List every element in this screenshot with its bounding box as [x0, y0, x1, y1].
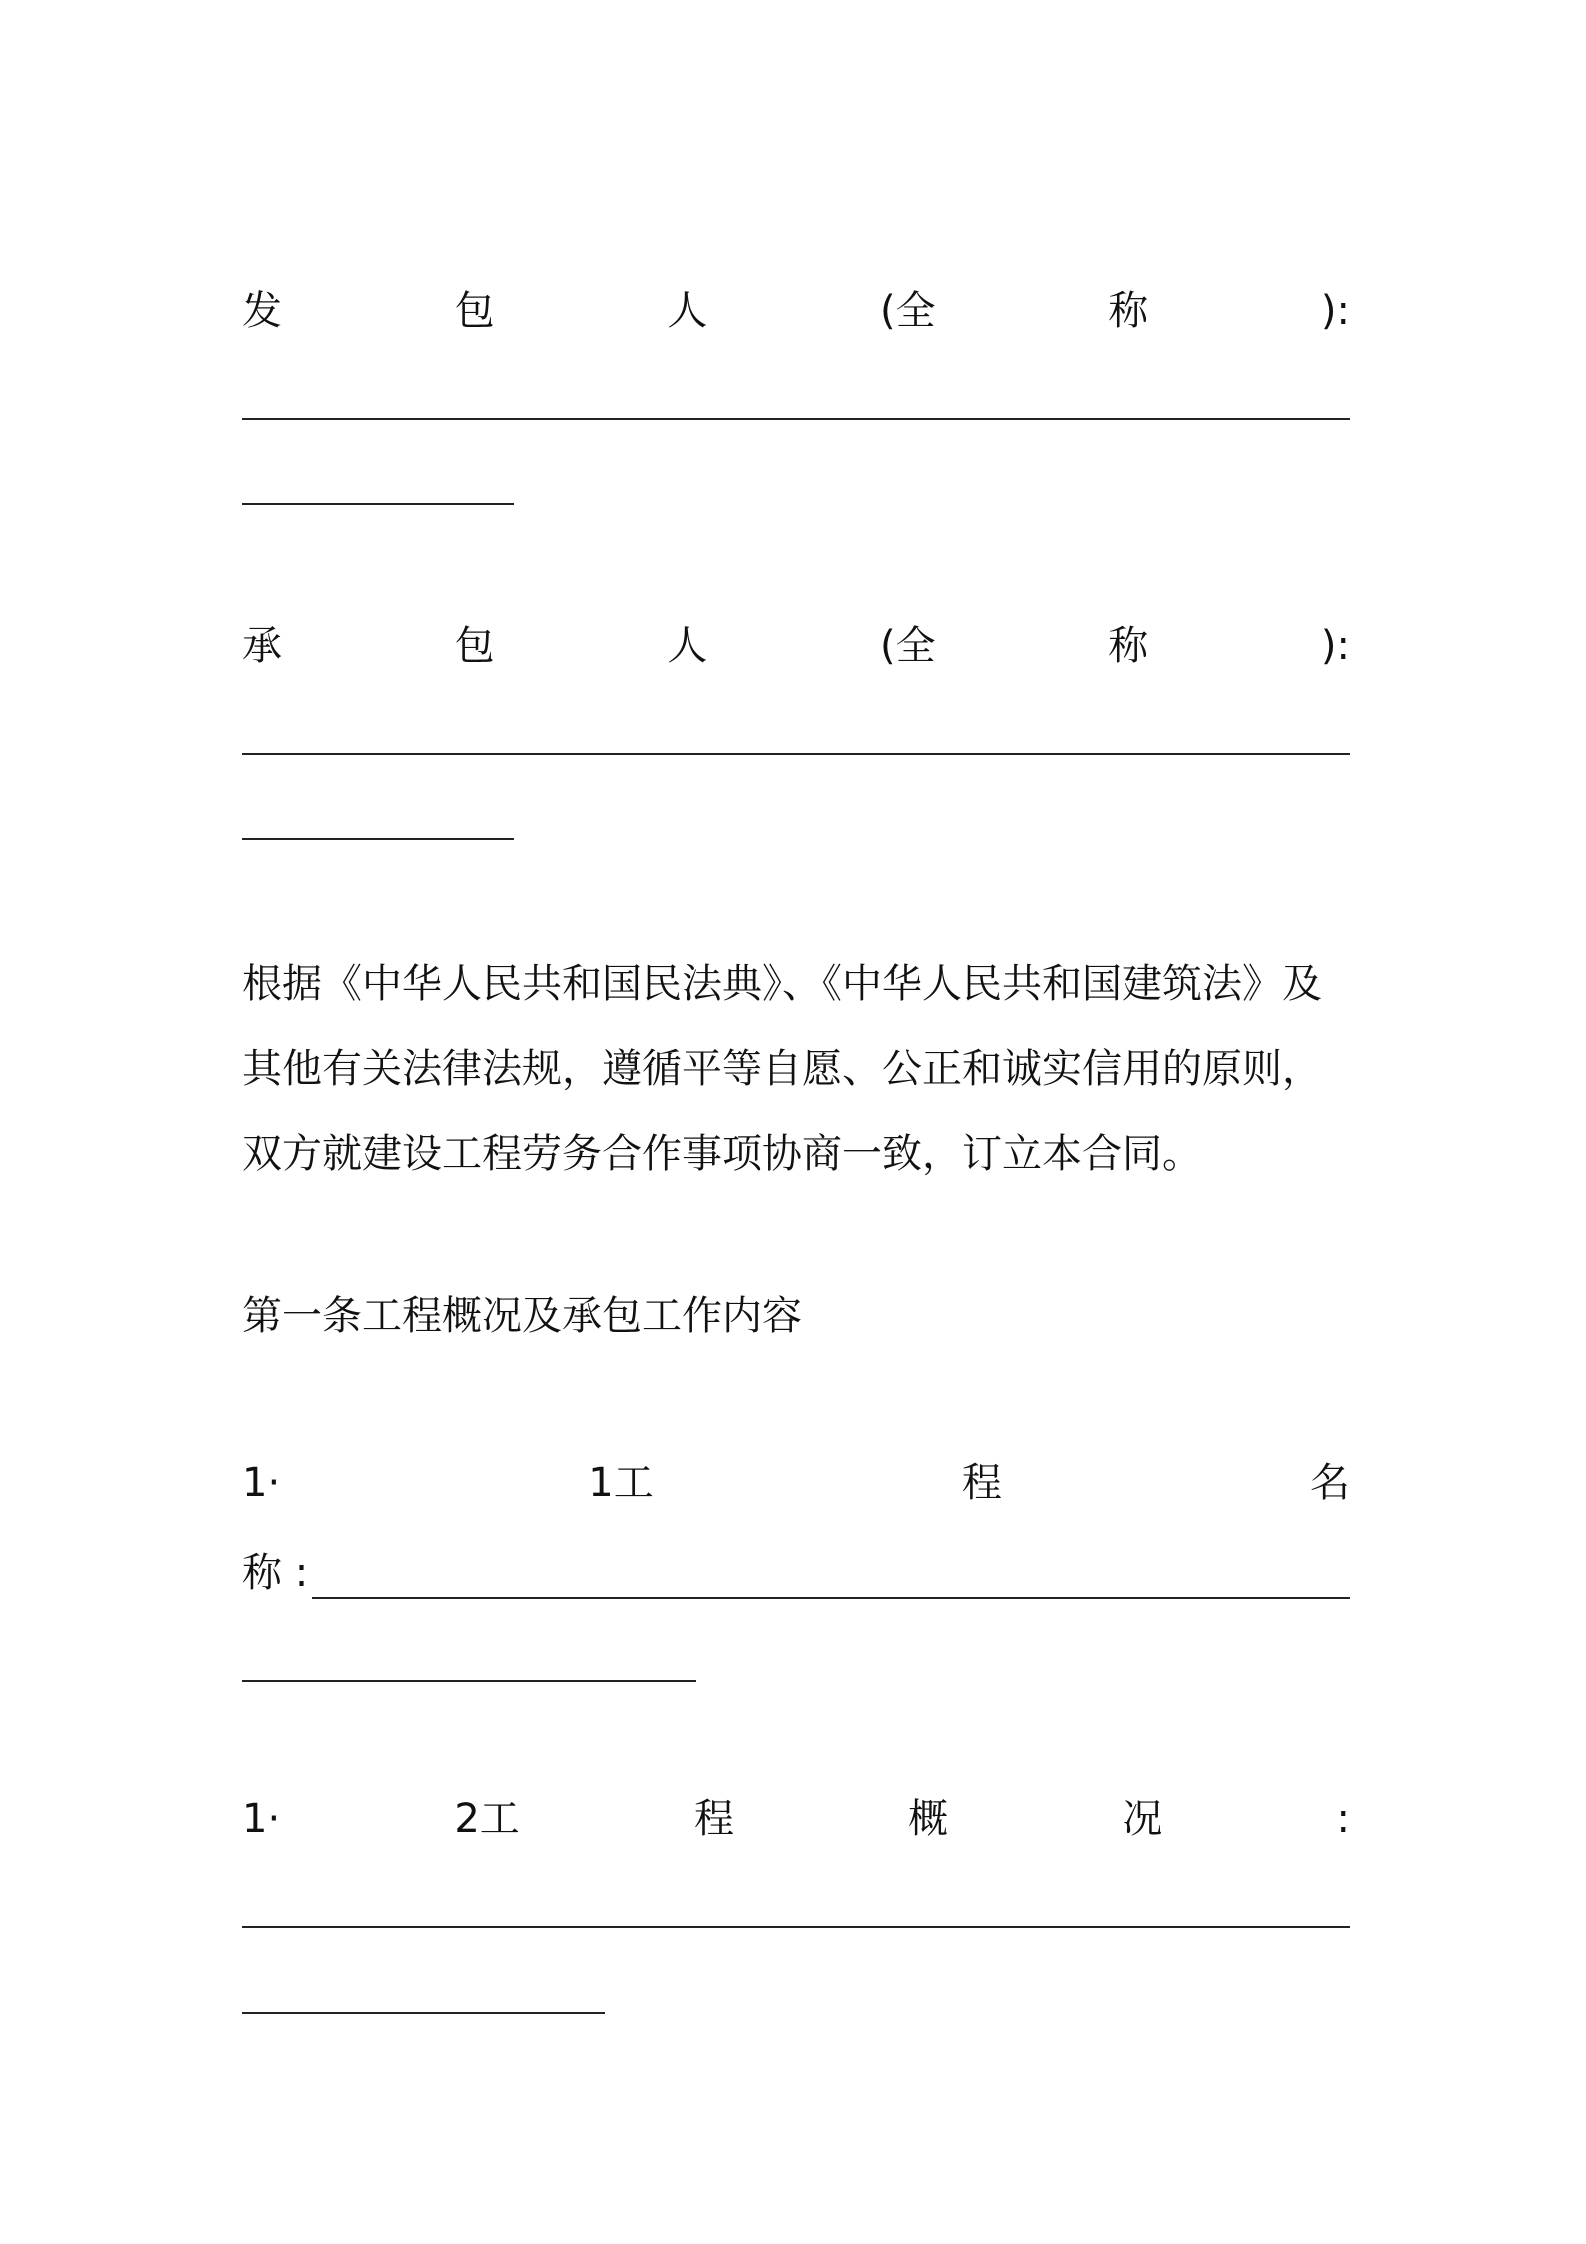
item-1-1-char: 名 — [1310, 1460, 1350, 1506]
article-1-title: 第一条工程概况及承包工作内容 — [242, 1293, 802, 1339]
item-1-2-blank-line-2[interactable] — [242, 2012, 605, 2014]
party-b-char: 称 — [1108, 623, 1149, 669]
party-a-blank-line-2[interactable] — [242, 503, 514, 505]
item-1-2-char: 1· — [242, 1796, 281, 1842]
party-b-char: ): — [1320, 623, 1350, 669]
item-1-2-char: : — [1336, 1796, 1350, 1842]
party-a-char: ): — [1320, 288, 1350, 334]
party-b-char: 包 — [454, 623, 495, 669]
party-b-char: 承 — [242, 623, 282, 669]
party-a-char: 包 — [454, 288, 495, 334]
party-a-char: 称 — [1108, 288, 1149, 334]
party-b-char: (全 — [879, 623, 936, 669]
party-a-blank-line[interactable] — [242, 418, 1350, 420]
item-1-2-blank-line[interactable] — [242, 1926, 1350, 1928]
preamble-paragraph: 根据《中华人民共和国民法典》、《中华人民共和国建筑法》及其他有关法律法规，遵循平等自愿、公正和诚实信用的原则，双方就建设工程劳务合作事项协商一致，订立本合同。 — [242, 961, 1322, 1177]
item-1-2-char: 概 — [908, 1796, 949, 1842]
item-1-1-blank-line-2[interactable] — [242, 1680, 696, 1682]
party-a-char: (全 — [879, 288, 936, 334]
party-a-char: 人 — [667, 288, 708, 334]
item-1-2-char: 2工 — [454, 1796, 520, 1842]
party-a-label-row — [242, 285, 1350, 337]
party-b-blank-line[interactable] — [242, 753, 1350, 755]
item-1-1-char: 程 — [961, 1460, 1002, 1506]
item-1-2-label-row — [242, 1793, 1350, 1845]
item-1-1-tail: 称 : — [242, 1550, 309, 1596]
item-1-2-char: 况 — [1122, 1796, 1163, 1842]
item-1-1-char: 1· — [242, 1460, 281, 1506]
party-b-char: 人 — [667, 623, 708, 669]
item-1-1-label-row — [242, 1457, 1350, 1509]
item-1-2-char: 程 — [693, 1796, 734, 1842]
item-1-1-tail-row — [242, 1547, 1350, 1599]
party-b-blank-line-2[interactable] — [242, 838, 514, 840]
item-1-1-blank-line[interactable] — [312, 1563, 1350, 1599]
item-1-1-char: 1工 — [588, 1460, 654, 1506]
party-b-label-row — [242, 620, 1350, 672]
party-a-char: 发 — [242, 288, 282, 334]
